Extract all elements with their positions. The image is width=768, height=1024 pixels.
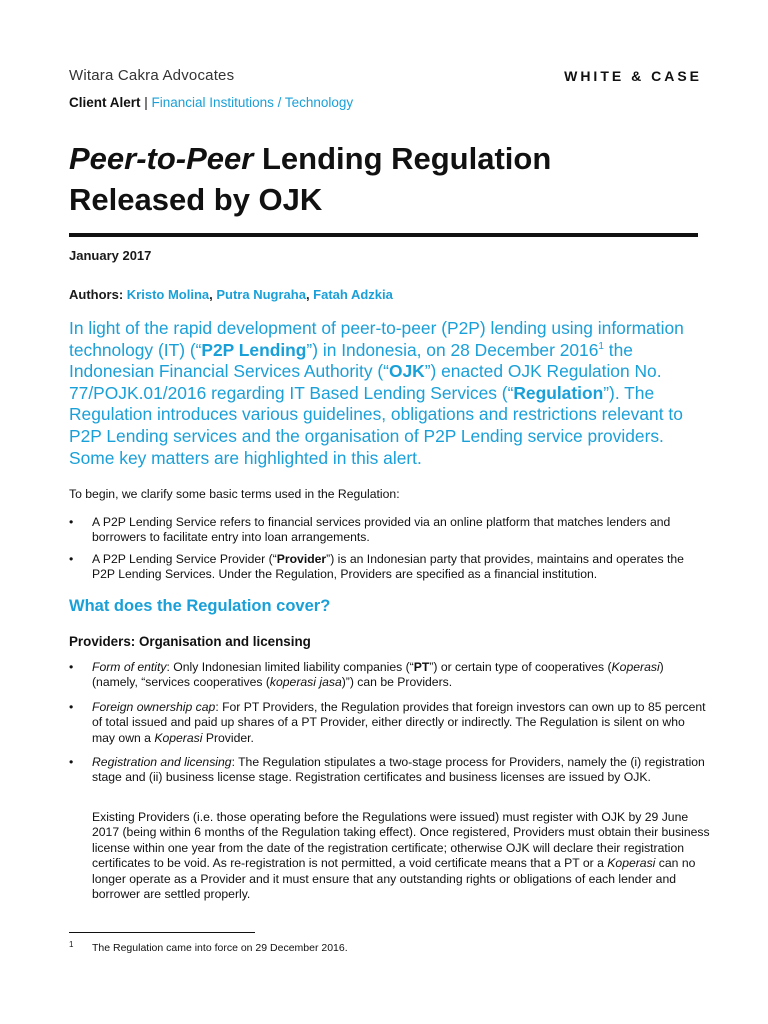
list-item: [69, 755, 709, 786]
lead-term: Regulation: [513, 382, 604, 403]
provision-label: Foreign ownership cap: [92, 700, 216, 714]
text-run: can no longer operate as a Provider and it must ensure that any outstanding rights or obligations of each lender and borrower are settled properly.: [92, 856, 696, 902]
defined-term: PT: [413, 660, 430, 674]
bullet-icon: •: [69, 515, 74, 529]
italic-term: Koperasi: [611, 660, 660, 674]
list-item-text: [92, 700, 709, 746]
lead-text: ”) enacted OJK Regulation No. 77/POJK.01/2016 regarding IT Based Lending Services (“: [69, 361, 662, 403]
text-run: ) (namely, “services cooperatives (: [92, 660, 664, 690]
footnote-text: The Regulation came into force on 29 December 2016.: [92, 942, 348, 954]
text-run: ”) or certain type of cooperatives (: [429, 660, 612, 674]
existing-providers-paragraph: [92, 810, 712, 902]
title-line2: Released by OJK: [69, 182, 323, 217]
alert-separator: |: [140, 95, 152, 110]
list-item-text: [92, 755, 709, 786]
list-item: [69, 660, 709, 691]
text-run: : For PT Providers, the Regulation provides that foreign investors can own up to 85 percent of total issued and paid up shares of a PT Provider, either directly or indirectly. The Regulation is silent on who may own a: [92, 700, 706, 745]
list-item: [69, 552, 709, 583]
author-name: Kristo Molina: [126, 287, 210, 302]
provision-label: Registration and licensing: [92, 755, 232, 769]
title-rule: [69, 233, 698, 237]
lead-text: the Indonesian Financial Services Authority (“: [69, 339, 633, 382]
bullet-icon: •: [69, 660, 74, 674]
provision-label: Form of entity: [92, 660, 167, 674]
author-separator: ,: [305, 287, 314, 302]
firm-name: Witara Cakra Advocates: [69, 67, 235, 84]
authors-label: Authors:: [69, 287, 127, 302]
footnote-reference: 1: [598, 340, 604, 352]
subsection-heading: Providers: Organisation and licensing: [69, 634, 311, 649]
lead-text: ”). The Regulation introduces various guidelines, obligations and restrictions relevant to P2P Lending services and the organisation of P2P Lending service providers. Some key matters are highlighted in this alert.: [69, 382, 683, 468]
intro-sentence: To begin, we clarify some basic terms used in the Regulation:: [69, 487, 400, 501]
lead-term: OJK: [388, 361, 425, 382]
author-name: Putra Nugraha: [216, 287, 306, 302]
text-run: Provider.: [202, 730, 254, 745]
bullet-icon: •: [69, 700, 74, 714]
italic-term: koperasi jasa: [269, 675, 342, 690]
list-item-text: [92, 660, 709, 691]
alert-category: Financial Institutions / Technology: [151, 95, 354, 110]
list-item-text: [92, 552, 709, 583]
italic-term: Koperasi: [607, 856, 656, 871]
title-italic: Peer-to-Peer: [69, 141, 254, 176]
text-run: : Only Indonesian limited liability companies (“: [166, 660, 414, 674]
text-run: Existing Providers (i.e. those operating before the Regulations were issued) must register with OJK by 29 June 2017 (being within 6 months of the Regulation taking effect). Once registered, Providers must obtain their business license within one year from the date of the registration certificate; otherwise OJK will declare their registration certificates to be void. As re-registration is not permitted, a void certificate means that a PT or a: [92, 810, 710, 871]
text-run: : The Regulation stipulates a two-stage process for Providers, namely the (i) registration stage and (ii) business license stage. Registration certificates and business licenses are issued by OJK.: [92, 755, 705, 785]
italic-term: Koperasi: [154, 730, 203, 745]
document-title: [69, 138, 709, 220]
list-item-text: A P2P Lending Service refers to financial services provided via an online platform that matches lenders and borrowers to facilitate entry into loan arrangements.: [92, 515, 671, 545]
list-item: [69, 515, 709, 546]
lead-term: P2P Lending: [201, 339, 307, 360]
list-item: [69, 700, 709, 746]
bullet-icon: •: [69, 552, 74, 566]
text-run: A P2P Lending Service Provider (“: [92, 552, 277, 566]
text-run: ”) is an Indonesian party that provides, maintains and operates the P2P Lending Services. Under the Regulation, Providers are specified as a financial institution.: [92, 552, 684, 582]
author-name: Fatah Adzkia: [313, 287, 393, 302]
defined-term: Provider: [276, 552, 327, 566]
bullet-icon: •: [69, 755, 74, 769]
title-line1-rest: Lending Regulation: [253, 141, 552, 176]
footnote-rule: [69, 932, 255, 933]
white-case-logo: WHITE & CASE: [564, 68, 702, 84]
author-separator: ,: [209, 287, 217, 302]
publication-date: January 2017: [69, 248, 152, 263]
client-alert-line: [69, 95, 353, 110]
section-heading: What does the Regulation cover?: [69, 597, 331, 615]
alert-label: Client Alert: [69, 95, 141, 110]
lead-text: In light of the rapid development of peer-to-peer (P2P) lending using information technology (IT) (“: [69, 318, 684, 360]
footnote-mark: 1: [69, 940, 74, 949]
authors-line: [69, 287, 393, 302]
lead-text: ”) in Indonesia, on 28 December 2016: [306, 339, 599, 360]
lead-paragraph: [69, 318, 709, 469]
text-run: )”) can be Providers.: [341, 675, 453, 690]
